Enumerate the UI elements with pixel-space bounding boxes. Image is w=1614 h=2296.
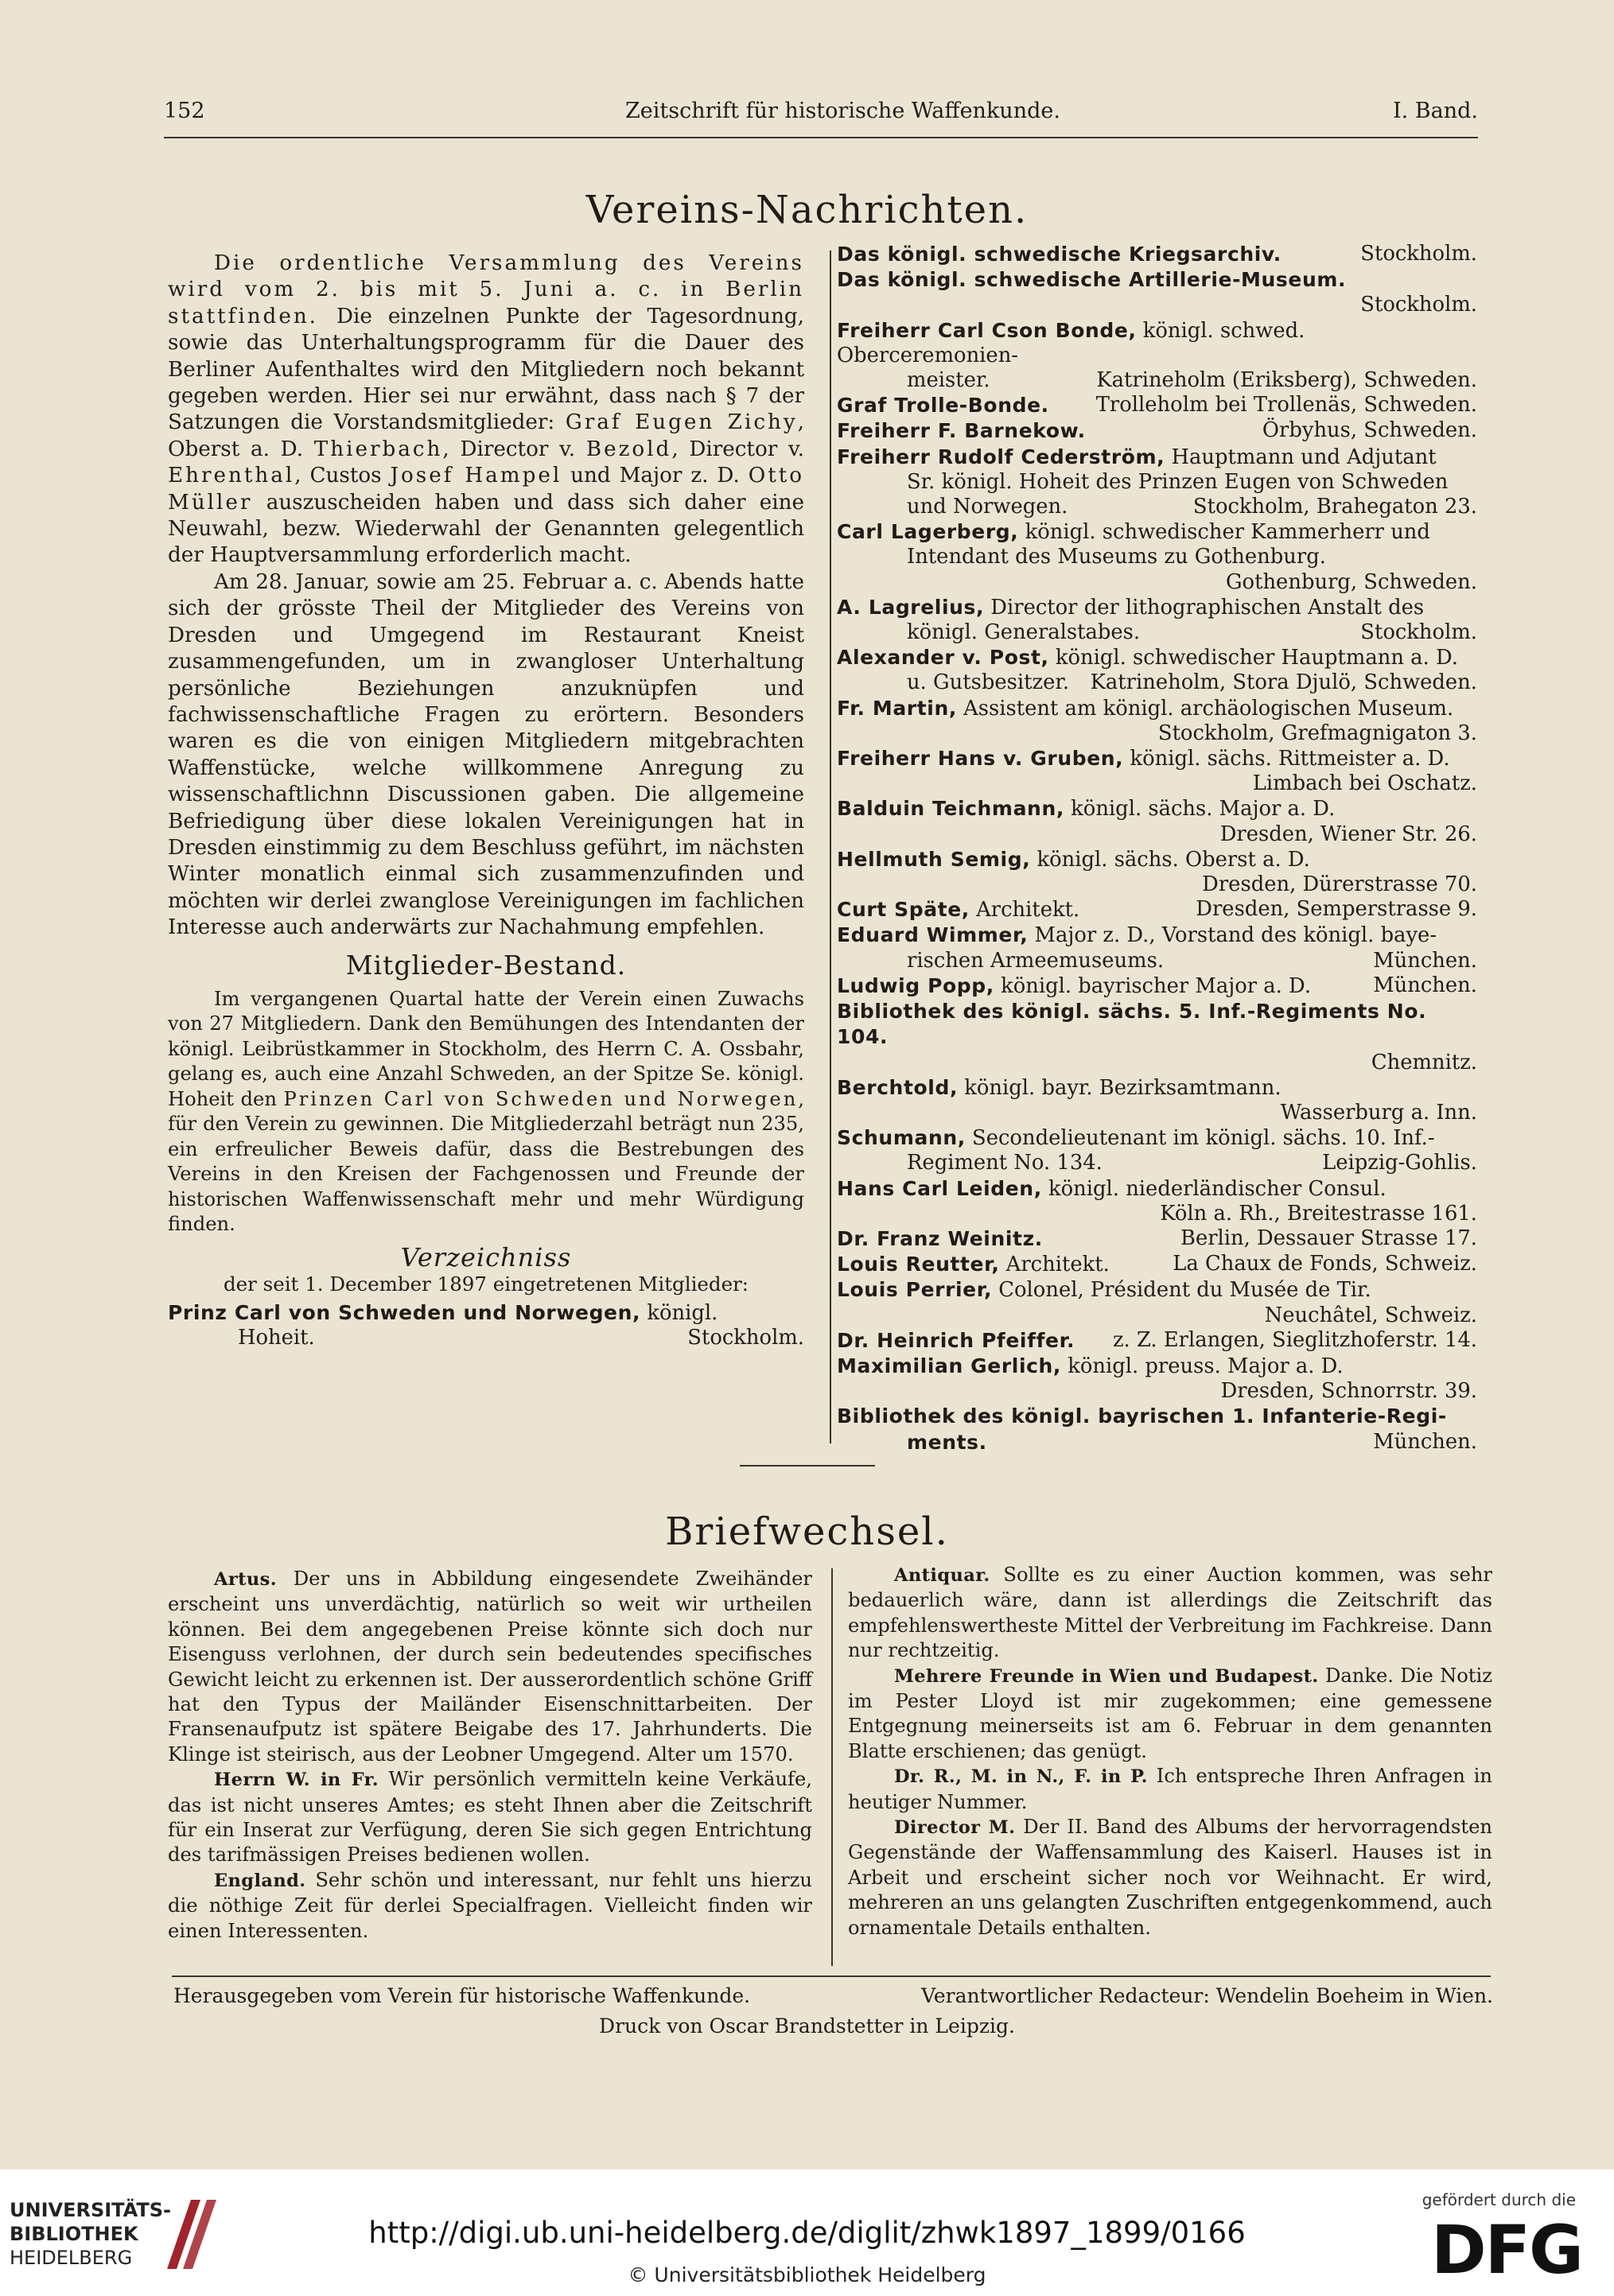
spaced-name: Die ordentliche Versammlung des Vereins wird vom 2. bis mit 5. Juni a. c. in Berlin stattfinden. (168, 251, 804, 328)
member-desc: königl. schwedischer Kammerherr und (1018, 520, 1430, 545)
copyright-notice: © Universitätsbibliothek Heidelberg (628, 2263, 986, 2286)
reply-text: Ich entspreche Ihren Anfragen in heutiger Nummer. (848, 1765, 1492, 1813)
text-run: , Director v. (442, 437, 586, 461)
member-entry (837, 519, 1477, 595)
spaced-name: Ehrenthal (168, 464, 295, 488)
member-desc-cont (837, 545, 1477, 569)
member-name: Eduard Wimmer, (837, 923, 1029, 947)
section-divider (740, 1465, 875, 1467)
member-desc-text: meister. (907, 368, 990, 393)
member-desc: königl. sächs. Oberst a. D. (1030, 847, 1310, 872)
letter-reply (168, 1767, 812, 1868)
member-place: Wasserburg a. Inn. (1280, 1100, 1477, 1125)
member-name: Ludwig Popp, (837, 973, 994, 997)
member-desc-cont (837, 368, 1477, 393)
text-run: , Director v. (671, 437, 804, 461)
reply-addressee: England. (214, 1870, 306, 1891)
member-entry (837, 1226, 1477, 1252)
verzeichniss-subheading: der seit 1. December 1897 eingetretenen Mitglieder: (223, 1272, 749, 1296)
member-entry (837, 1075, 1477, 1125)
vereins-paragraph-1 (168, 251, 804, 569)
member-desc-cont (837, 470, 1477, 495)
running-header (164, 99, 1478, 138)
letter-reply (848, 1664, 1492, 1765)
text-run: und Major z. D. (562, 464, 749, 488)
reply-text: Sehr schön und interessant, nur fehlt uns hierzu die nöthige Zeit für derlei Specialfragen. Vielleicht finden wir einen Interessenten. (168, 1868, 812, 1942)
member-desc-cont (837, 949, 1477, 973)
permalink-url[interactable]: http://digi.ub.uni-heidelberg.de/diglit/zhwk1897_1899/0166 (368, 2216, 1246, 2250)
member-entry (837, 242, 1477, 267)
member-name: Fr. Martin, (837, 696, 957, 720)
reply-text: Danke. Die Notiz im Pester Lloyd ist mir zugekommen; eine gemessene Entgegnung meinerseits ist am 6. Februar in dem genannten Blatte erschienen; das genügt. (848, 1664, 1492, 1762)
member-place: Stockholm. (1360, 620, 1477, 645)
member-place: München. (1373, 948, 1477, 973)
dfg-logo[interactable]: DFG (1430, 2211, 1582, 2289)
member-desc-text: rischen Armeemuseums. (907, 948, 1165, 973)
member-desc: königl. bayrischer Major a. D. (994, 973, 1312, 998)
reply-text: Der II. Band des Albums der hervorragendsten Gegenstände der Waffensammlung des Kaiserl. Hauses ist in Arbeit und erscheint sicher noch vor Weihnacht. Er wird, mehreren an uns gelangten Zuschriften entgegenkommend, auch ornamentale Details enthalten. (848, 1816, 1493, 1939)
member-desc-cont (837, 670, 1477, 695)
member-place: Katrineholm, Stora Djulö, Schweden. (1090, 670, 1477, 695)
member-entry (837, 746, 1477, 796)
reply-addressee: Artus. (214, 1569, 277, 1590)
briefwechsel-left (168, 1567, 812, 1944)
header-rule (164, 137, 1478, 138)
member-place: Dresden, Semperstrasse 9. (1196, 897, 1477, 922)
member-name: Dr. Franz Weinitz. (837, 1226, 1043, 1250)
spaced-name: Bezold (585, 437, 672, 461)
member-place: Leipzig-Gohlis. (1322, 1151, 1477, 1175)
member-name: Prinz Carl von Schweden und Norwegen, (168, 1300, 641, 1324)
member-desc-text: und Norwegen. (907, 495, 1068, 519)
spaced-name: Thierbach (313, 437, 443, 461)
member-place: Chemnitz. (1371, 1050, 1477, 1074)
member-name: Alexander v. Post, (837, 646, 1049, 670)
member-name: Freiherr F. Barnekow. (837, 419, 1086, 443)
member-list (837, 242, 1477, 1455)
member-place: Köln a. Rh., Breitestrasse 161. (1160, 1201, 1477, 1226)
letter-reply (848, 1563, 1492, 1664)
member-name: Dr. Heinrich Pfeiffer. (837, 1328, 1075, 1352)
text-run: auszuscheiden haben und dass sich daher eine Neuwahl, bezw. Wiederwahl der Genannten gelegentlich der Hauptversammlung erforderlich macht. (168, 490, 804, 568)
member-place: Stockholm. (1360, 293, 1477, 317)
briefwechsel-rule (831, 1568, 833, 1966)
member-name: Carl Lagerberg, (837, 520, 1019, 544)
reply-addressee: Antiquar. (894, 1565, 990, 1586)
text-run: , Oberst a. D. (168, 410, 804, 461)
member-desc: königl. preuss. Major a. D. (1061, 1354, 1344, 1378)
member-desc: königl. sächs. Rittmeister a. D. (1123, 747, 1450, 771)
member-name: Bibliothek des königl. bayrischen 1. Infanterie-Regi- (837, 1404, 1447, 1428)
member-name: Balduin Teichmann, (837, 797, 1064, 821)
letter-reply (848, 1764, 1492, 1815)
member-desc: Secondelieutenant im königl. sächs. 10. Inf.- (965, 1126, 1435, 1151)
member-desc: Major z. D., Vorstand des königl. baye- (1028, 923, 1437, 948)
member-name: Freiherr Rudolf Cederström, (837, 445, 1165, 468)
member-desc-text: Sr. königl. Hoheit des Prinzen Eugen von Schweden (907, 469, 1449, 494)
member-name: Hellmuth Semig, (837, 847, 1031, 871)
member-place: Gothenburg, Schweden. (1225, 569, 1477, 594)
spaced-name: Graf Eugen Zichy (565, 410, 798, 435)
letter-reply (848, 1815, 1492, 1941)
member-desc-cont (837, 495, 1477, 519)
member-place: Neuchâtel, Schweiz. (1264, 1303, 1477, 1327)
reply-text: Sollte es zu einer Auction kommen, was sehr bedauerlich wäre, dann ist allerdings die Zeitschrift das empfehlenswertheste Mittel der Verbreitung im Fachkreise. Dann nur rechtzeitig. (848, 1564, 1492, 1662)
column-rule (830, 251, 831, 1443)
vereins-paragraph-2: Am 28. Januar, sowie am 25. Februar a. c. Abends hatte sich der grösste Theil der Mitglieder des Vereins von Dresden und Umgegend im Restaurant Kneist zusammengefunden, um in zwangloser Unterhaltung persönliche Beziehungen anzuknüpfen und fachwissenschaftliche Fragen zu erörtern. Besonders waren es die von einigen Mitgliedern mitgebrachten Waffenstücke, welche willkommene Anregung zu wissenschaftlichnn Discussionen gaben. Die allgemeine Befriedigung über diese lokalen Vereinigungen hat in Dresden einstimmig zu dem Beschluss geführt, im nächsten Winter monatlich einmal sich zusammenzufinden und möchten wir derlei zwanglose Vereinigungen im fachlichen Interesse auch anderwärts zur Nachahmung empfehlen. (168, 569, 804, 940)
member-entry (837, 796, 1477, 846)
member-entry (168, 1300, 804, 1350)
member-entry (837, 1404, 1477, 1455)
member-entry (837, 595, 1477, 645)
member-entry (837, 645, 1477, 695)
member-desc: königl. (640, 1300, 718, 1325)
member-entry (837, 445, 1477, 520)
member-entry (837, 1277, 1477, 1327)
member-desc: königl. schwed. Oberceremonien- (837, 318, 1305, 367)
member-desc: Colonel, Président du Musée de Tir. (992, 1278, 1371, 1303)
member-desc-cont (837, 1151, 1477, 1175)
section-title-vereins: Vereins-Nachrichten. (585, 188, 1029, 232)
member-name: Curt Späte, (837, 898, 970, 922)
member-place: München. (1373, 1429, 1477, 1454)
member-entry (837, 318, 1477, 394)
member-place: Dresden, Schnorrstr. 39. (1220, 1379, 1477, 1404)
member-desc: Hauptmann und Adjutant (1165, 445, 1437, 469)
member-entry (837, 1252, 1477, 1277)
member-place: La Chaux de Fonds, Schweiz. (1173, 1252, 1477, 1276)
member-place: Katrineholm (Eriksberg), Schweden. (1096, 368, 1477, 393)
letter-reply (168, 1567, 812, 1767)
member-entry (837, 923, 1477, 973)
member-entry (837, 418, 1477, 444)
member-name: Bibliothek des königl. sächs. 5. Inf.-Regiments No. 104. (837, 1000, 1427, 1049)
member-desc: Assistent am königl. archäologischen Museum. (956, 696, 1454, 721)
member-name: Louis Perrier, (837, 1278, 993, 1302)
member-place: Stockholm. (1360, 242, 1477, 266)
member-name: Das königl. schwedische Kriegsarchiv. (837, 243, 1281, 266)
member-entry (837, 1125, 1477, 1175)
member-place: Dresden, Wiener Str. 26. (1219, 822, 1477, 846)
member-entry (837, 999, 1477, 1075)
briefwechsel-right (848, 1563, 1492, 1941)
member-name: Das königl. schwedische Artillerie-Museum. (837, 268, 1347, 292)
journal-title: Zeitschrift für historische Waffenkunde. (625, 99, 1060, 123)
member-desc-cont: Hoheit. Stockholm. (238, 1325, 804, 1350)
member-place: Stockholm. (687, 1325, 804, 1350)
member-desc: Director der lithographischen Anstalt des (984, 595, 1425, 620)
reply-text: Wir persönlich vermitteln keine Verkäufe, das ist nicht unseres Amtes; es steht Ihnen aber die Zeitschrift für ein Inserat zur Verfügung, deren Sie sich gegen Entrichtung des tarifmässigen Preises bedienen wollen. (168, 1768, 812, 1867)
member-entry (837, 897, 1477, 923)
mitglieder-paragraph (168, 987, 804, 1237)
member-desc: königl. niederländischer Consul. (1041, 1176, 1386, 1201)
member-name: ments. (907, 1430, 987, 1454)
letter-reply (168, 1868, 812, 1944)
member-place: Trolleholm bei Trollenäs, Schweden. (1095, 393, 1477, 418)
member-place: Limbach bei Oschatz. (1252, 771, 1477, 796)
member-desc: Architekt. (999, 1253, 1110, 1277)
funding-note: gefördert durch die (1421, 2190, 1576, 2209)
reply-addressee: Herrn W. in Fr. (214, 1770, 379, 1791)
member-entry (837, 847, 1477, 897)
member-name: Maximilian Gerlich, (837, 1354, 1062, 1377)
page-number: 152 (164, 99, 205, 123)
member-name: Graf Trolle-Bonde. (837, 394, 1049, 418)
reply-text: Der uns in Abbildung eingesendete Zweihänder erscheint uns unverdächtig, natürlich so weit wir urtheilen können. Bei dem angegebenen Preise könnte sich doch nur Eisenguss verlohnen, der durch sein bedeutendes specifisches Gewicht leicht zu erkennen ist. Der ausserordentlich schöne Griff hat den Typus der Mailänder Eisenschnittarbeiten. Der Fransenaufputz ist spätere Beigabe des 17. Jahrhunderts. Die Klinge ist steirisch, aus der Leobner Umgegend. Alter um 1570. (168, 1568, 812, 1766)
member-entry (837, 1176, 1477, 1226)
footer-rule (172, 1975, 1491, 1977)
member-place: Örbyhus, Schweden. (1262, 418, 1477, 443)
left-column (168, 251, 804, 1350)
member-name-cont (837, 1430, 1477, 1455)
spaced-name: Otto Müller (168, 464, 805, 515)
member-desc-text: Intendant des Museums zu Gothenburg. (907, 545, 1326, 569)
text-run: Im vergangenen Quartal hatte der Verein einen Zuwachs von 27 Mitgliedern. Dank den Bemühungen des Intendanten der königl. Leibrüstkammer in Stockholm, des Herrn C. A. Ossbahr, gelang es, auch eine Anzahl Schweden, an der Spitze Se. königl. Hoheit den (168, 987, 804, 1110)
member-desc: königl. schwedischer Hauptmann a. D. (1048, 646, 1458, 670)
member-desc: königl. sächs. Major a. D. (1064, 797, 1336, 822)
member-name: Louis Reutter, (837, 1253, 1000, 1276)
footer-editor: Verantwortlicher Redacteur: Wendelin Boeheim in Wien. (921, 1984, 1493, 2007)
member-entry (837, 393, 1477, 418)
member-place: Stockholm, Brahegaton 23. (1192, 495, 1477, 519)
spaced-name: Prinzen Carl von Schweden und Norwegen (283, 1087, 799, 1110)
reply-addressee: Dr. R., M. in N., F. in P. (894, 1766, 1148, 1788)
member-entry (837, 973, 1477, 999)
member-place: Dresden, Dürerstrasse 70. (1202, 872, 1477, 897)
member-desc: Architekt. (969, 898, 1080, 923)
member-desc-text: königl. Generalstabes. (907, 620, 1141, 645)
text-run: , für den Verein zu gewinnen. Die Mitgliederzahl beträgt nun 235, ein erfreulicher Beweis dafür, dass die Bestrebungen des Vereins in den Kreisen der Fachgenossen und Freunde der historischen Waffenwissenschaft mehr und mehr Würdigung finden. (168, 1087, 804, 1236)
member-desc-text: u. Gutsbesitzer. (907, 670, 1070, 695)
library-logo[interactable]: UNIVERSITÄTS- BIBLIOTHEK HEIDELBERG (10, 2199, 172, 2269)
member-name: Schumann, (837, 1126, 966, 1150)
member-place: Stockholm, Grefmagnigaton 3. (1157, 721, 1477, 745)
member-desc: königl. bayr. Bezirksamtmann. (958, 1075, 1281, 1100)
reply-addressee: Director M. (894, 1817, 1016, 1839)
footer-printer: Druck von Oscar Brandstetter in Leipzig. (599, 2014, 1015, 2038)
volume-label: I. Band. (1392, 99, 1478, 123)
footer-publisher: Herausgegeben vom Verein für historische Waffenkunde. (173, 1984, 751, 2007)
viewer-footer-bar (0, 2170, 1614, 2296)
member-place: Berlin, Dessauer Strasse 17. (1180, 1226, 1477, 1250)
member-entry (837, 696, 1477, 746)
member-name: Hans Carl Leiden, (837, 1176, 1042, 1200)
member-name: Freiherr Hans v. Gruben, (837, 747, 1124, 771)
member-place: z. Z. Erlangen, Sieglitzhoferstr. 14. (1112, 1327, 1477, 1352)
section-title-mitglieder: Mitglieder-Bestand. (345, 949, 627, 981)
member-name: Freiherr Carl Cson Bonde, (837, 318, 1137, 342)
member-desc-cont (837, 620, 1477, 645)
member-entry (837, 267, 1477, 317)
text-run: , Custos (294, 464, 391, 488)
member-place: München. (1373, 973, 1477, 997)
verzeichniss-heading: Verzeichniss (400, 1241, 572, 1272)
spaced-name: Josef Hampel (390, 464, 562, 488)
reply-addressee: Mehrere Freunde in Wien und Budapest. (894, 1665, 1319, 1687)
member-desc-text: Regiment No. 134. (907, 1151, 1103, 1175)
section-title-briefwechsel: Briefwechsel. (665, 1509, 949, 1554)
member-entry (837, 1354, 1477, 1404)
member-name: Berchtold, (837, 1075, 959, 1099)
text-run: Die einzelnen Punkte der Tagesordnung, sowie das Unterhaltungsprogramm für die Dauer des Berliner Aufenthaltes wird den Mitgliedern noch bekannt gegeben werden. Hier sei nur erwähnt, dass nach § 7 der Satzungen die Vorstandsmitglieder: (168, 304, 804, 435)
member-entry (837, 1328, 1477, 1354)
member-name: A. Lagrelius, (837, 595, 985, 619)
